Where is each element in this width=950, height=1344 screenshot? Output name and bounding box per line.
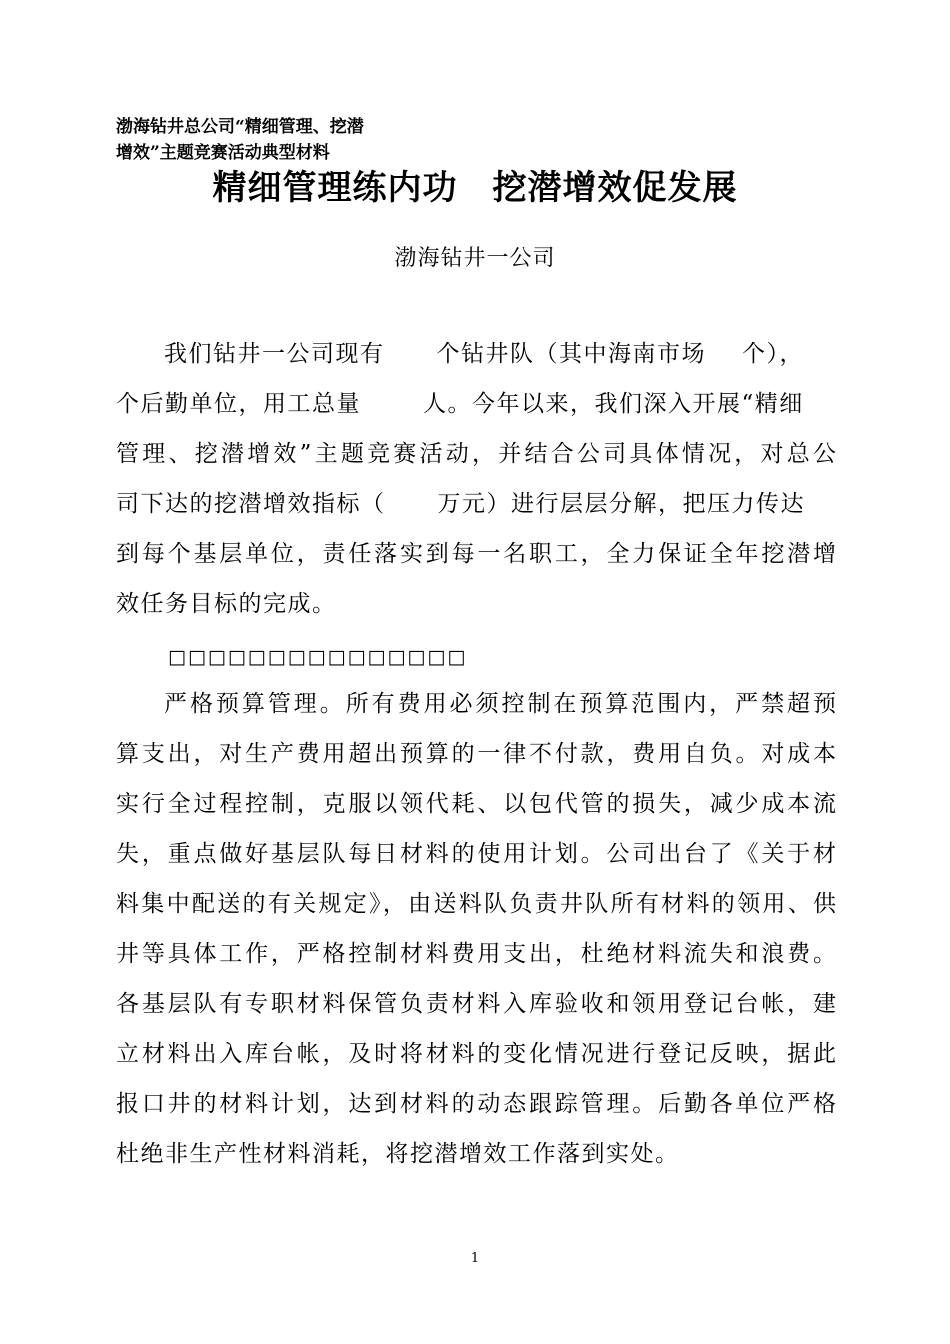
paragraph-1-line-4: [116, 479, 836, 529]
paragraph-1-line-1: [116, 329, 836, 379]
paragraph-1-line-2: [116, 379, 836, 429]
paragraph-2-line: 井等具体工作，严格控制材料费用支出，杜绝材料流失和浪费。: [116, 941, 836, 967]
paragraph-1-line-6: 效任务目标的完成。: [116, 591, 337, 617]
text-segment: 个后勤单位，用工总量: [116, 391, 361, 417]
header-line-2: 增效”主题竞赛活动典型材料: [116, 143, 330, 163]
paragraph-1-line-5: 到每个基层单位，责任落实到每一名职工，全力保证全年挖潜增: [116, 541, 836, 567]
section-heading-placeholder: □□□□□□□□□□□□□□□: [168, 646, 468, 668]
text-segment: 人。今年以来，我们深入开展“精细: [423, 391, 804, 417]
page-number: 1: [470, 1251, 480, 1266]
paragraph-2-line: 失，重点做好基层队每日材料的使用计划。公司出台了《关于材: [116, 841, 836, 867]
paragraph-1: [116, 329, 836, 629]
text-segment: 我们钻井一公司现有: [164, 341, 385, 367]
paragraph-2-line: 算支出，对生产费用超出预算的一律不付款，费用自负。对成本: [116, 741, 836, 767]
text-segment: 个钻井队（其中海南市场: [436, 341, 706, 367]
document-header: [116, 114, 364, 166]
paragraph-2-line: 实行全过程控制，克服以领代耗、以包代管的损失，减少成本流: [116, 791, 836, 817]
text-segment: 司下达的挖潜增效指标（: [116, 491, 386, 517]
paragraph-1-line-3: 管理、挖潜增效”主题竞赛活动，并结合公司具体情况，对总公: [116, 441, 836, 467]
page-subtitle: 渤海钻井一公司: [394, 246, 556, 271]
paragraph-2-line: 各基层队有专职材料保管负责材料入库验收和领用登记台帐，建: [116, 991, 836, 1017]
paragraph-2-line: 报口井的材料计划，达到材料的动态跟踪管理。后勤各单位严格: [116, 1091, 836, 1117]
paragraph-2-line: 杜绝非生产性材料消耗，将挖潜增效工作落到实处。: [116, 1141, 680, 1167]
paragraph-2-line: 料集中配送的有关规定》，由送料队负责井队所有材料的领用、供: [116, 891, 836, 917]
text-segment: 万元）进行层层分解，把压力传达: [437, 491, 805, 517]
paragraph-2-line: 立材料出入库台帐，及时将材料的变化情况进行登记反映，据此: [116, 1041, 836, 1067]
text-segment: 个），: [742, 341, 804, 367]
header-line-1: 渤海钻井总公司“精细管理、挖潜: [116, 117, 364, 137]
page-title: 精细管理练内功 挖潜增效促发展: [212, 168, 738, 208]
paragraph-2-line: 严格预算管理。所有费用必须控制在预算范围内，严禁超预: [164, 691, 836, 717]
paragraph-2: [116, 679, 836, 1179]
